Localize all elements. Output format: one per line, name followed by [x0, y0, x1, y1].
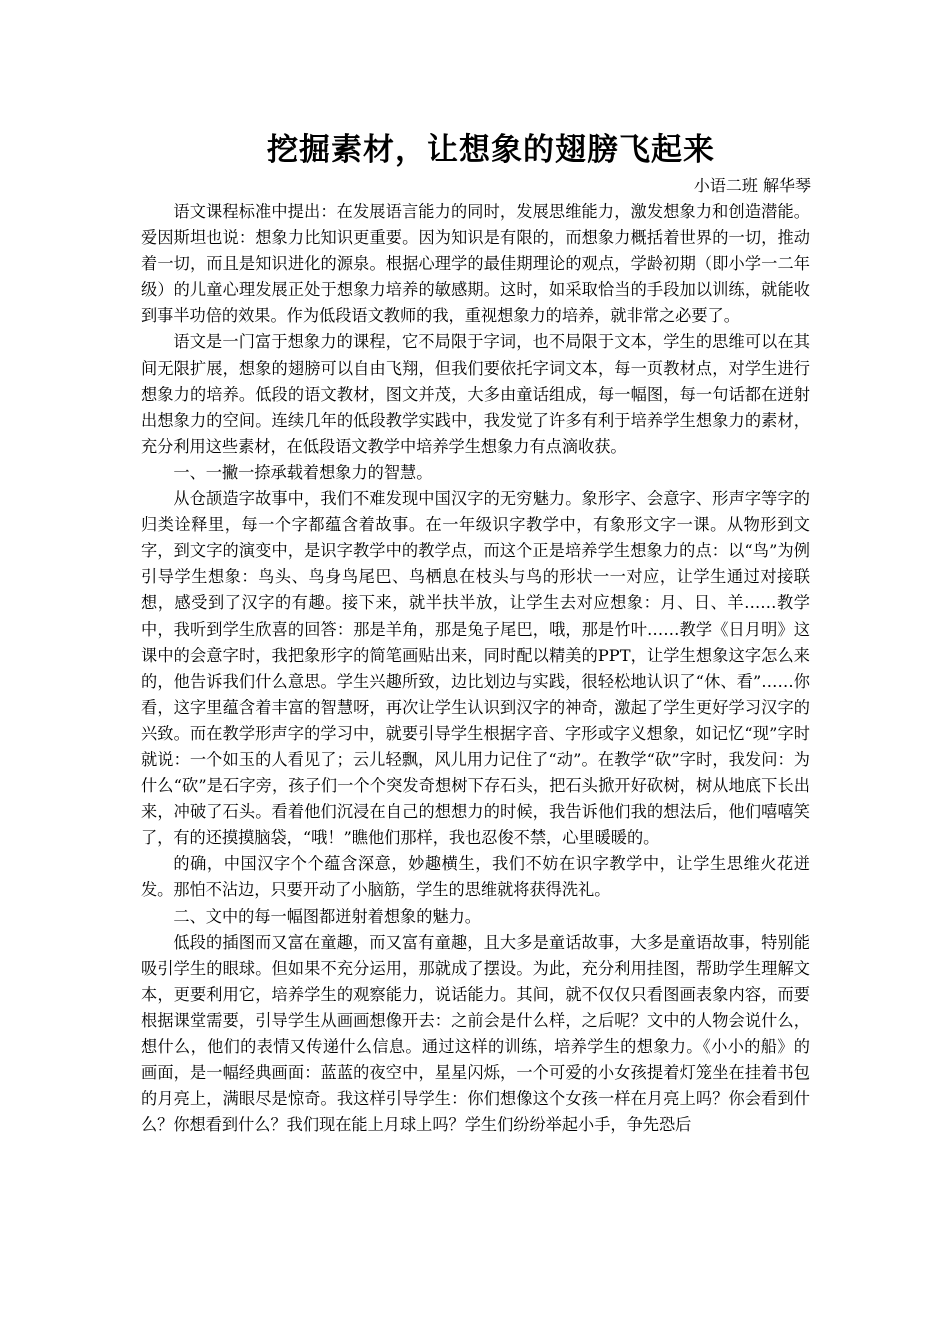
- section-heading-2: 二、文中的每一幅图都迸射着想象的魅力。: [173, 906, 481, 926]
- paragraph-4: 从仓颉造字故事中，我们不难发现中国汉字的无穷魅力。象形字、会意字、形声字等字的归类诠释里，每一个字都蕴含着故事。在一年级识字教学中，有象形文字一课。从物形到文字，到文字的演变中，是识字教学中的教学点，而这个正是培养学生想象力的点：以“鸟”为例引导学生想象：鸟头、鸟身鸟尾巴、鸟栖息在枝头与鸟的形状一一对应，让学生通过对接联想，感受到了汉字的有趣。接下来，就半扶半放，让学生去对应想象：月、日、羊……教学中，我听到学生欣喜的回答：那是羊角，那是兔子尾巴，哦，那是竹叶……教学《日月明》这课中的会意字时，我把象形字的简笔画贴出来，同时配以精美的PPT，让学生想象这字怎么来的，他告诉我们什么意思。学生兴趣所致，边比划边与实践，很轻松地认识了“休、看”……你看，这字里蕴含着丰富的智慧呀，再次让学生认识到汉字的神奇，激起了学生更好学习汉字的兴致。而在教学形声字的学习中，就要引导学生根据字音、字形或字义想象，如记忆“现”字时就说：一个如玉的人看见了；云儿轻飘，风儿用力记住了“动”。在教学“砍”字时，我发问：为什么“砍”是石字旁，孩子们一个个突发奇想树下存石头，把石头掀开好砍树，树从地底下长出来，冲破了石头。看着他们沉浸在自己的想想力的时候，我告诉他们我的想法后，他们嘻嘻笑了，有的还摸摸脑袋，“哦！”瞧他们那样，我也忍俊不禁，心里暖暖的。: [141, 489, 810, 848]
- document-title: 挖掘素材，让想象的翅膀飞起来: [267, 132, 715, 168]
- paragraph-7: 低段的插图而又富在童趣，而又富有童趣，且大多是童话故事，大多是童语故事，特别能吸引学生的眼球。但如果不充分运用，那就成了摆设。为此，充分利用挂图，帮助学生理解文本，更要利用它，培养学生的观察能力，说话能力。其间，就不仅仅只看图画表象内容，而要根据课堂需要，引导学生从画画想像开去：之前会是什么样，之后呢？文中的人物会说什么，想什么，他们的表情又传递什么信息。通过这样的训练，培养学生的想象力。《小小的船》的画面，是一幅经典画面：蓝蓝的夜空中，星星闪烁，一个可爱的小女孩提着灯笼坐在挂着书包的月亮上，满眼尽是惊奇。我这样引导学生：你们想像这个女孩一样在月亮上吗？你会看到什么？你想看到什么？我们现在能上月球上吗？学生们纷纷举起小手，争先恐后: [141, 932, 810, 1135]
- paragraph-intro: 语文课程标准中提出：在发展语言能力的同时，发展思维能力，激发想象力和创造潜能。爱因斯坦也说：想象力比知识更重要。因为知识是有限的，而想象力概括着世界的一切，推动着一切，而且是知识进化的源泉。根据心理学的最佳期理论的观点，学龄初期（即小学一二年级）的儿童心理发展正处于想象力培养的敏感期。这时，如采取恰当的手段加以训练，就能收到事半功倍的效果。作为低段语文教师的我，重视想象力的培养，就非常之必要了。: [141, 202, 810, 326]
- paragraph-2: 语文是一门富于想象力的课程，它不局限于字词，也不局限于文本，学生的思维可以在其间无限扩展，想象的翅膀可以自由飞翔，但我们要依托字词文本，每一页教材点，对学生进行想象力的培养。低段的语文教材，图文并茂，大多由童话组成，每一幅图，每一句话都在迸射出想象力的空间。连续几年的低段教学实践中，我发觉了许多有利于培养学生想象力的素材，充分利用这些素材，在低段语文教学中培养学生想象力有点滴收获。: [141, 332, 810, 456]
- section-heading-1: 一、一撇一捺承载着想象力的智慧。: [173, 462, 433, 482]
- paragraph-5: 的确，中国汉字个个蕴含深意，妙趣横生，我们不妨在识字教学中，让学生思维火花迸发。那怕不沾边，只要开动了小脑筋，学生的思维就将获得洗礼。: [141, 854, 810, 900]
- document-body: [141, 199, 810, 1138]
- author-line: 小语二班 解华琴: [693, 176, 811, 195]
